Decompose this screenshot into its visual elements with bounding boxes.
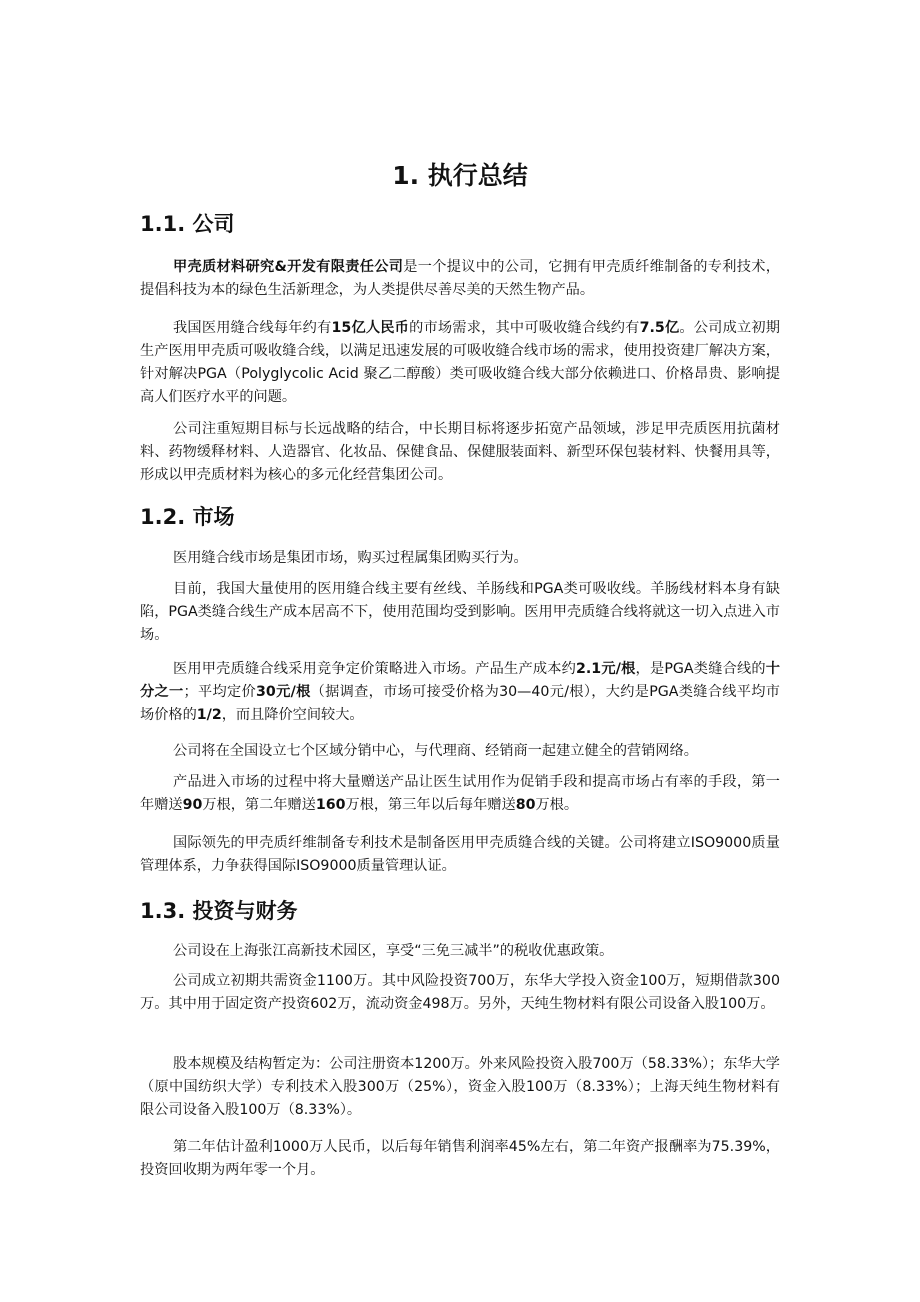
section-heading-market: 1.2. 市场 bbox=[140, 505, 235, 529]
text-run: （据调查，市场可接受价格为30—40元/根），大约是PGA类缝合线平均市场价格的 bbox=[140, 684, 780, 723]
emphasis-text: 30元/根 bbox=[256, 684, 311, 700]
paragraph bbox=[140, 256, 780, 302]
paragraph bbox=[140, 832, 780, 878]
text-run: 的市场需求，其中可吸收缝合线约有 bbox=[409, 320, 640, 336]
paragraph bbox=[140, 740, 780, 763]
paragraph bbox=[140, 970, 780, 1016]
text-run: 公司将在全国设立七个区域分销中心，与代理商、经销商一起建立健全的营销网络。 bbox=[173, 743, 698, 759]
page-title: 1. 执行总结 bbox=[392, 161, 528, 190]
paragraph bbox=[140, 1136, 780, 1182]
paragraph bbox=[140, 658, 780, 727]
text-run: ，而且降价空间较大。 bbox=[221, 707, 364, 723]
emphasis-text: 1/2 bbox=[196, 707, 222, 723]
text-run: 万根，第二年赠送 bbox=[202, 797, 316, 813]
text-run: 我国医用缝合线每年约有 bbox=[173, 320, 332, 336]
paragraph bbox=[140, 418, 780, 487]
text-run: 万根。 bbox=[535, 797, 579, 813]
text-run: 目前，我国大量使用的医用缝合线主要有丝线、羊肠线和PGA类可吸收线。羊肠线材料本身有缺陷，PGA类缝合线生产成本居高不下，使用范围均受到影响。医用甲壳质缝合线将就这一切入点进入市场。 bbox=[140, 581, 780, 643]
emphasis-text: 7.5亿 bbox=[639, 320, 680, 336]
text-run: ；平均定价 bbox=[183, 684, 257, 700]
emphasis-text: 十分之一 bbox=[140, 661, 780, 700]
text-run: 公司设在上海张江高新技术园区，享受“三免三减半”的税收优惠政策。 bbox=[173, 943, 614, 959]
text-run: 万根，第三年以后每年赠送 bbox=[345, 797, 516, 813]
emphasis-text: 2.1元/根 bbox=[576, 661, 636, 677]
paragraph bbox=[140, 578, 780, 647]
paragraph bbox=[140, 547, 780, 570]
text-run: 公司成立初期共需资金1100万。其中风险投资700万，东华大学投入资金100万，短期借款300万。其中用于固定资产投资602万，流动资金498万。另外，天纯生物材料有限公司设备入股100万。 bbox=[140, 973, 780, 1012]
paragraph bbox=[140, 1053, 780, 1122]
emphasis-text: 甲壳质材料研究&开发有限责任公司 bbox=[173, 259, 404, 275]
paragraph bbox=[140, 317, 780, 409]
text-run: 公司注重短期目标与长远战略的结合，中长期目标将逐步拓宽产品领域，涉足甲壳质医用抗菌材料、药物缓释材料、人造器官、化妆品、保健食品、保健服装面料、新型环保包装材料、快餐用具等，形成以甲壳质材料为核心的多元化经营集团公司。 bbox=[140, 421, 780, 483]
text-run: 。公司成立初期生产医用甲壳质可吸收缝合线，以满足迅速发展的可吸收缝合线市场的需求，使用投资建厂解决方案，针对解决PGA（Polyglycolic Acid 聚乙二醇酸）类可吸收缝合线大部分依赖进口、价格昂贵、影响提高人们医疗水平的问题。 bbox=[140, 320, 780, 405]
emphasis-text: 15亿人民币 bbox=[331, 320, 410, 336]
section-heading-company: 1.1. 公司 bbox=[140, 212, 235, 236]
text-run: 是一个提议中的公司，它拥有甲壳质纤维制备的专利技术，提倡科技为本的绿色生活新理念，为人类提供尽善尽美的天然生物产品。 bbox=[140, 259, 780, 298]
text-run: 股本规模及结构暂定为：公司注册资本1200万。外来风险投资入股700万（58.33%）；东华大学（原中国纺织大学）专利技术入股300万（25%），资金入股100万（8.33%）；上海天纯生物材料有限公司设备入股100万（8.33%）。 bbox=[140, 1056, 780, 1118]
text-run: 国际领先的甲壳质纤维制备专利技术是制备医用甲壳质缝合线的关键。公司将建立ISO9000质量管理体系，力争获得国际ISO9000质量管理认证。 bbox=[140, 835, 780, 874]
emphasis-text: 80 bbox=[515, 797, 536, 813]
text-run: 医用甲壳质缝合线采用竞争定价策略进入市场。产品生产成本约 bbox=[173, 661, 577, 677]
text-run: ，是PGA类缝合线的 bbox=[635, 661, 766, 677]
emphasis-text: 160 bbox=[315, 797, 346, 813]
text-run: 医用缝合线市场是集团市场，购买过程属集团购买行为。 bbox=[173, 550, 528, 566]
text-run: 产品进入市场的过程中将大量赠送产品让医生试用作为促销手段和提高市场占有率的手段，第一年赠送 bbox=[140, 774, 780, 813]
paragraph bbox=[140, 771, 780, 817]
section-heading-investment-finance: 1.3. 投资与财务 bbox=[140, 899, 298, 923]
emphasis-text: 90 bbox=[182, 797, 203, 813]
paragraph bbox=[140, 940, 780, 963]
text-run: 第二年估计盈利1000万人民币，以后每年销售利润率45%左右，第二年资产报酬率为75.39%，投资回收期为两年零一个月。 bbox=[140, 1139, 780, 1178]
